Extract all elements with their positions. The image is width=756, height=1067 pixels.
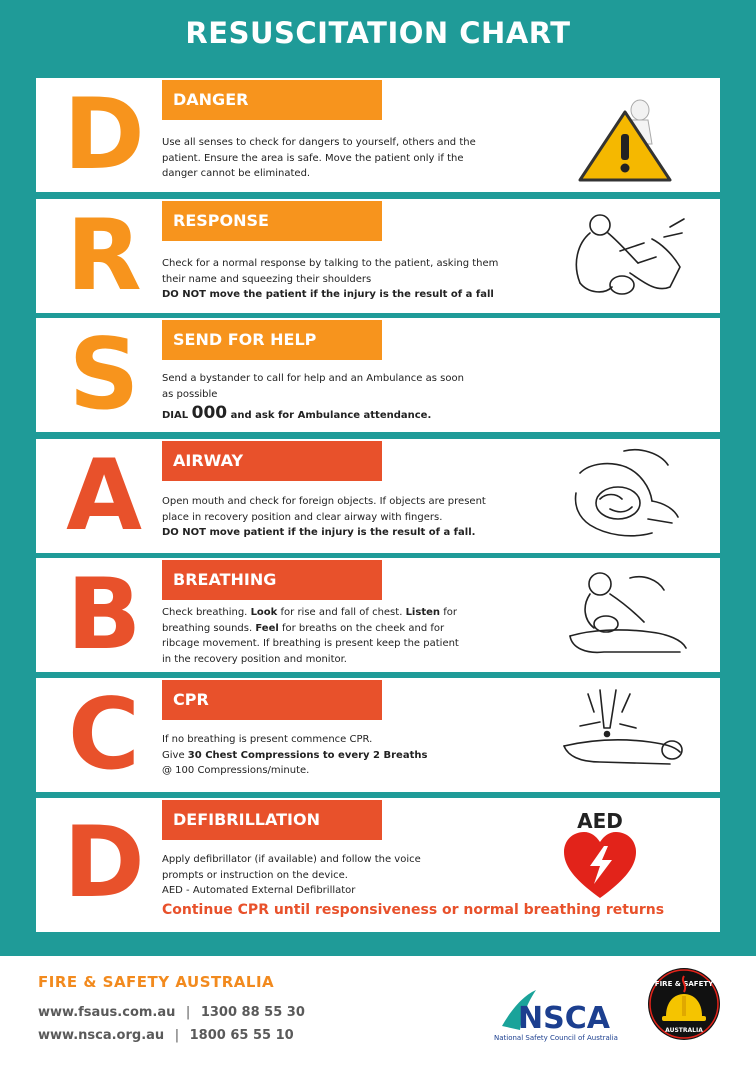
continue-cpr-note: Continue CPR until responsiveness or normal breathing returns <box>162 902 665 918</box>
response-check-illustration <box>560 203 690 309</box>
step-title: DEFIBRILLATION <box>162 800 382 840</box>
dial-instruction: DIAL 000 and ask for Ambulance attendance. <box>162 403 432 423</box>
step-title: BREATHING <box>162 560 382 600</box>
step-letter: D <box>63 78 145 192</box>
fire-safety-australia-logo <box>646 966 722 1042</box>
step-title: DANGER <box>162 80 382 120</box>
airway-check-illustration <box>560 443 690 549</box>
page-title: RESUSCITATION CHART <box>185 16 571 50</box>
step-description: Send a bystander to call for help and an Ambulance as soon as possible DIAL 000 and ask for Ambulance attendance. <box>162 371 522 424</box>
svg-text:AUSTRALIA: AUSTRALIA <box>665 1027 703 1034</box>
step-description: Open mouth and check for foreign objects. If objects are present place in recovery position and clear airway with fingers. DO NOT move patient if the injury is the result of a fall. <box>162 496 486 538</box>
cpr-compressions-illustration <box>560 682 690 788</box>
nsca-logo <box>492 982 630 1046</box>
step-send-for-help <box>36 318 720 432</box>
step-description: Check breathing. Look for rise and fall of chest. Listen for breathing sounds. Feel for breaths on the cheek and for ribcage movement. If breathing is present keep the patient in the recovery position and monitor. <box>162 607 459 665</box>
step-breathing <box>36 558 720 672</box>
step-danger <box>36 78 720 192</box>
step-defibrillation <box>36 798 720 932</box>
step-letter: D <box>63 806 145 920</box>
step-letter: R <box>66 199 142 313</box>
step-letter: S <box>68 318 140 432</box>
footer-brand: FIRE & SAFETY AUSTRALIA <box>38 973 275 991</box>
step-title: SEND FOR HELP <box>162 320 382 360</box>
step-letter: C <box>68 678 140 792</box>
breathing-check-illustration <box>560 562 690 668</box>
aed-heart-icon <box>560 802 640 902</box>
footer-contact-fsa: www.fsaus.com.au | 1300 88 55 30 <box>38 1005 305 1020</box>
svg-text:FIRE & SAFETY: FIRE & SAFETY <box>654 980 714 988</box>
step-title: AIRWAY <box>162 441 382 481</box>
svg-text:NSCA: NSCA <box>518 1001 610 1036</box>
step-title: CPR <box>162 680 382 720</box>
step-description: Check for a normal response by talking to the patient, asking them their name and squeezing their shoulders DO NOT move the patient if the injury is the result of a fall <box>162 258 499 300</box>
website-link[interactable]: www.fsaus.com.au <box>38 1005 176 1020</box>
svg-text:AED: AED <box>577 809 623 833</box>
svg-text:National Safety Council of Aus: National Safety Council of Australia <box>494 1034 618 1042</box>
website-link[interactable]: www.nsca.org.au <box>38 1028 165 1043</box>
step-description: Use all senses to check for dangers to yourself, others and the patient. Ensure the area is safe. Move the patient only if the danger cannot be eliminated. <box>162 137 476 179</box>
warning-sign-icon <box>560 82 690 188</box>
step-letter: A <box>66 439 142 553</box>
footer-contact-nsca: www.nsca.org.au | 1800 65 55 10 <box>38 1028 294 1043</box>
step-title: RESPONSE <box>162 201 382 241</box>
step-response <box>36 199 720 313</box>
step-cpr <box>36 678 720 792</box>
emergency-number: 000 <box>191 403 228 423</box>
phone-number: 1800 65 55 10 <box>189 1028 294 1043</box>
step-description: Apply defibrillator (if available) and follow the voice prompts or instruction on the device. AED - Automated External Defibrillator <box>162 854 421 896</box>
phone-number: 1300 88 55 30 <box>200 1005 305 1020</box>
step-letter: B <box>66 558 142 672</box>
step-description: If no breathing is present commence CPR. Give 30 Chest Compressions to every 2 Breaths @ 100 Compressions/minute. <box>162 734 428 776</box>
step-airway <box>36 439 720 553</box>
